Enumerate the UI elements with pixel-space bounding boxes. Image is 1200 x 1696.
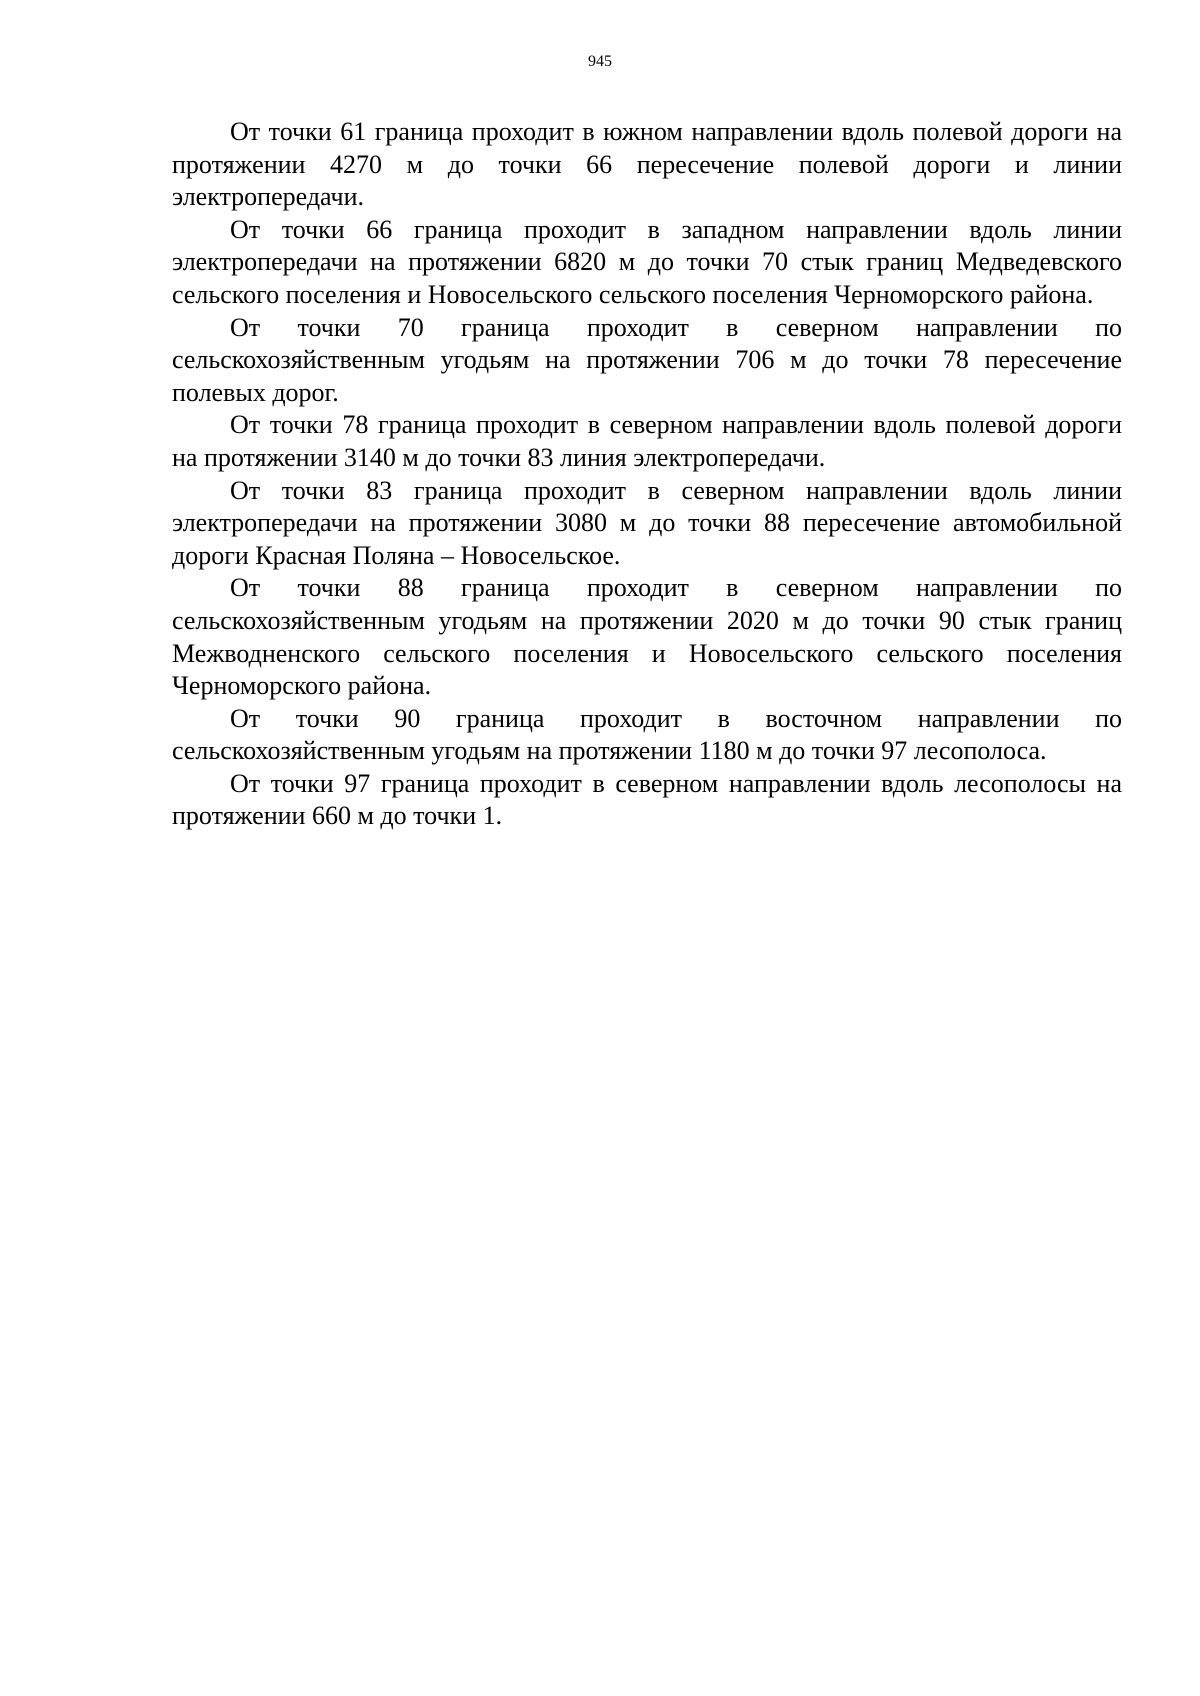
page-number: 945 (588, 53, 612, 70)
paragraph: От точки 70 граница проходит в северном направлении по сельскохозяйственным угодьям на протяжении 706 м до точки 78 пересечение полевых дорог. (172, 312, 1122, 407)
paragraph: От точки 61 граница проходит в южном направлении вдоль полевой дороги на протяжении 4270 м до точки 66 пересечение полевой дороги и линии электропередачи. (172, 117, 1122, 212)
paragraph: От точки 90 граница проходит в восточном направлении по сельскохозяйственным угодьям на протяжении 1180 м до точки 97 лесополоса. (172, 703, 1122, 766)
paragraph: От точки 83 граница проходит в северном направлении вдоль линии электропередачи на протяжении 3080 м до точки 88 пересечение автомобильной дороги Красная Поляна – Новосельское. (172, 475, 1122, 570)
paragraph: От точки 66 граница проходит в западном направлении вдоль линии электропередачи на протяжении 6820 м до точки 70 стык границ Медведевского сельского поселения и Новосельского сельского поселения Черноморского района. (172, 214, 1122, 309)
paragraph: От точки 78 граница проходит в северном направлении вдоль полевой дороги на протяжении 3140 м до точки 83 линия электропередачи. (172, 410, 1122, 472)
paragraph: От точки 88 граница проходит в северном направлении по сельскохозяйственным угодьям на протяжении 2020 м до точки 90 стык границ Межводненского сельского поселения и Новосельского сельского поселения Черноморского района. (172, 573, 1122, 701)
body-text (172, 116, 1122, 833)
paragraph: От точки 97 граница проходит в северном направлении вдоль лесополосы на протяжении 660 м до точки 1. (172, 768, 1122, 831)
